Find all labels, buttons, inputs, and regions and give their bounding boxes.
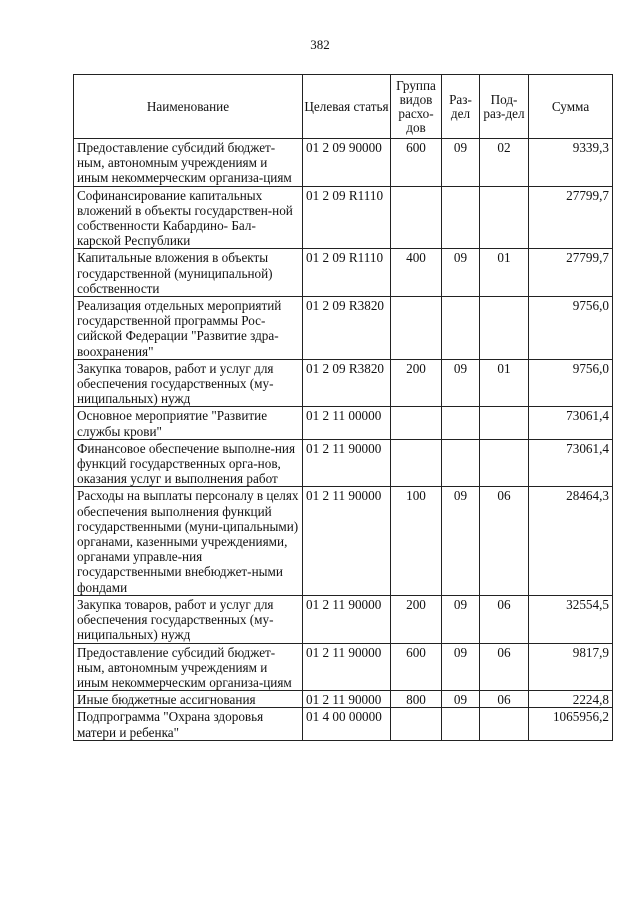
cell-sum: 9756,0 — [529, 359, 613, 407]
cell-subsection: 06 — [480, 691, 529, 708]
cell-name: Закупка товаров, работ и услуг для обеспечения государственных (му-ниципальных) нужд — [74, 595, 303, 643]
cell-subsection — [480, 297, 529, 360]
cell-section: 09 — [442, 643, 480, 691]
cell-sum: 9339,3 — [529, 139, 613, 187]
cell-target-article: 01 4 00 00000 — [303, 708, 391, 740]
cell-section — [442, 407, 480, 439]
cell-expense-group — [391, 407, 442, 439]
cell-expense-group: 600 — [391, 139, 442, 187]
page-number: 382 — [310, 37, 330, 52]
cell-target-article: 01 2 09 90000 — [303, 139, 391, 187]
cell-expense-group: 800 — [391, 691, 442, 708]
cell-subsection — [480, 407, 529, 439]
cell-section — [442, 708, 480, 740]
table-row — [74, 297, 613, 360]
table-row — [74, 359, 613, 407]
budget-table — [73, 74, 613, 741]
cell-name: Предоставление субсидий бюджет-ным, автономным учреждениям и иным некоммерческим организа-циям — [74, 643, 303, 691]
cell-target-article: 01 2 11 00000 — [303, 407, 391, 439]
cell-name: Основное мероприятие "Развитие службы крови" — [74, 407, 303, 439]
cell-subsection: 06 — [480, 595, 529, 643]
cell-sum: 28464,3 — [529, 487, 613, 595]
table-row — [74, 186, 613, 249]
cell-subsection: 06 — [480, 487, 529, 595]
cell-section: 09 — [442, 487, 480, 595]
cell-subsection: 01 — [480, 249, 529, 297]
cell-section — [442, 439, 480, 487]
cell-target-article: 01 2 11 90000 — [303, 487, 391, 595]
cell-section: 09 — [442, 359, 480, 407]
cell-sum: 32554,5 — [529, 595, 613, 643]
cell-section: 09 — [442, 691, 480, 708]
cell-name: Финансовое обеспечение выполне-ния функций государственных орга-нов, оказания услуг и выполнения работ — [74, 439, 303, 487]
header-name: Наименование — [74, 75, 303, 139]
cell-section: 09 — [442, 595, 480, 643]
cell-expense-group — [391, 186, 442, 249]
table-row — [74, 691, 613, 708]
cell-expense-group: 100 — [391, 487, 442, 595]
cell-name: Подпрограмма "Охрана здоровья матери и ребенка" — [74, 708, 303, 740]
cell-expense-group: 400 — [391, 249, 442, 297]
cell-sum: 73061,4 — [529, 407, 613, 439]
cell-name: Реализация отдельных мероприятий государственной программы Рос-сийской Федерации "Развитие здра-воохранения" — [74, 297, 303, 360]
cell-section: 09 — [442, 249, 480, 297]
cell-subsection: 06 — [480, 643, 529, 691]
cell-sum: 27799,7 — [529, 186, 613, 249]
cell-name: Иные бюджетные ассигнования — [74, 691, 303, 708]
table-row — [74, 139, 613, 187]
cell-name: Софинансирование капитальных вложений в объекты государствен-ной собственности Кабардино- Бал-карской Республики — [74, 186, 303, 249]
cell-target-article: 01 2 09 R3820 — [303, 297, 391, 360]
cell-target-article: 01 2 11 90000 — [303, 439, 391, 487]
cell-target-article: 01 2 09 R1110 — [303, 249, 391, 297]
cell-name: Закупка товаров, работ и услуг для обеспечения государственных (му-ниципальных) нужд — [74, 359, 303, 407]
cell-name: Расходы на выплаты персоналу в целях обеспечения выполнения функций государственными (муни-ципальными) органами, казенными учреждениями, органами управле-ния государственными внебюджет-ными фондами — [74, 487, 303, 595]
cell-expense-group — [391, 297, 442, 360]
cell-sum: 27799,7 — [529, 249, 613, 297]
table-row — [74, 643, 613, 691]
table-row — [74, 249, 613, 297]
cell-sum: 9756,0 — [529, 297, 613, 360]
cell-sum: 1065956,2 — [529, 708, 613, 740]
table-header-row — [74, 75, 613, 139]
table-row — [74, 439, 613, 487]
cell-name: Капитальные вложения в объекты государственной (муниципальной) собственности — [74, 249, 303, 297]
cell-subsection: 01 — [480, 359, 529, 407]
cell-sum: 73061,4 — [529, 439, 613, 487]
cell-target-article: 01 2 09 R1110 — [303, 186, 391, 249]
table-row — [74, 487, 613, 595]
cell-expense-group — [391, 708, 442, 740]
cell-target-article: 01 2 11 90000 — [303, 691, 391, 708]
header-subsection: Под-раз-дел — [480, 75, 529, 139]
cell-subsection — [480, 439, 529, 487]
table-row — [74, 595, 613, 643]
table-row — [74, 407, 613, 439]
cell-subsection — [480, 186, 529, 249]
table-row — [74, 708, 613, 740]
cell-sum: 9817,9 — [529, 643, 613, 691]
cell-section: 09 — [442, 139, 480, 187]
cell-expense-group: 600 — [391, 643, 442, 691]
cell-name: Предоставление субсидий бюджет-ным, автономным учреждениям и иным некоммерческим организа-циям — [74, 139, 303, 187]
cell-subsection — [480, 708, 529, 740]
header-expense-group: Группа видов расхо-дов — [391, 75, 442, 139]
header-sum: Сумма — [529, 75, 613, 139]
cell-section — [442, 297, 480, 360]
cell-target-article: 01 2 11 90000 — [303, 595, 391, 643]
header-target-article: Целевая статья — [303, 75, 391, 139]
cell-target-article: 01 2 11 90000 — [303, 643, 391, 691]
cell-section — [442, 186, 480, 249]
cell-expense-group — [391, 439, 442, 487]
cell-sum: 2224,8 — [529, 691, 613, 708]
cell-expense-group: 200 — [391, 595, 442, 643]
cell-subsection: 02 — [480, 139, 529, 187]
header-section: Раз-дел — [442, 75, 480, 139]
cell-target-article: 01 2 09 R3820 — [303, 359, 391, 407]
table-body — [74, 139, 613, 741]
cell-expense-group: 200 — [391, 359, 442, 407]
